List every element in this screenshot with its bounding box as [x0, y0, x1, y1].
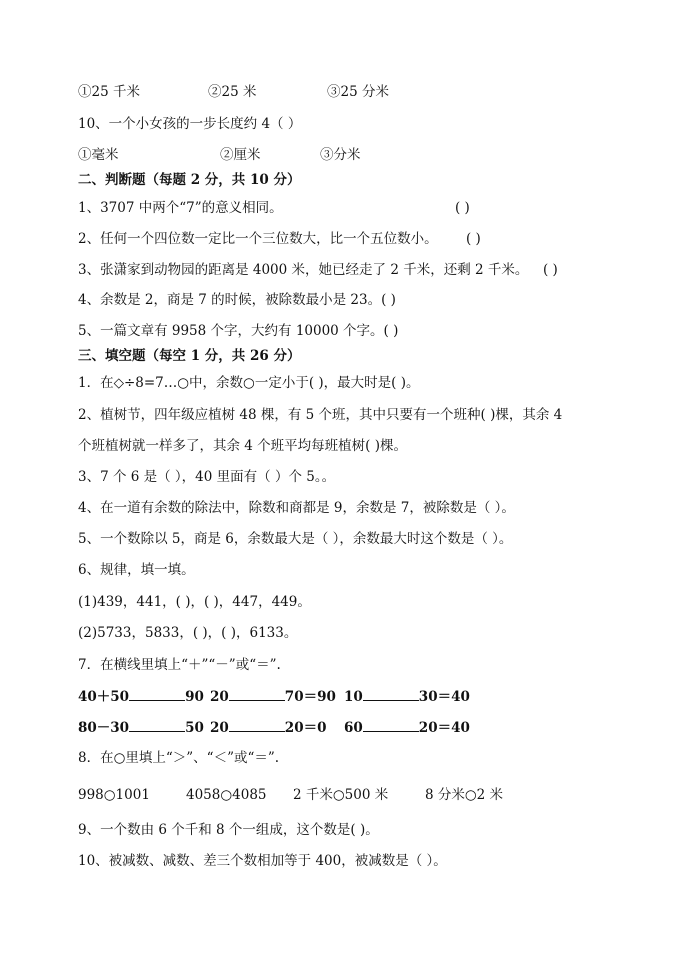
answer-line: [363, 718, 419, 732]
judgement-item-5: 5、一篇文章有 9958 个字，大约有 10000 个字。( ): [78, 323, 399, 339]
fill-question-2-line-1: 2、植树节，四年级应植树 48 棵，有 5 个班，其中只要有一个班种( )棵，其余 4: [78, 407, 563, 423]
option-2: ②厘米: [220, 147, 261, 163]
fill-question-7: 7．在横线里填上“＋”“－”或“＝”.: [78, 657, 281, 673]
question-10: 10、一个小女孩的一步长度约 4（ ）: [78, 116, 302, 132]
fill-question-6-part-1: (1)439，441，( )，( )，447，449。: [78, 594, 311, 610]
judgement-item-2: 2、任何一个四位数一定比一个三位数大，比一个五位数小。: [78, 231, 438, 247]
equation-left: 20: [210, 720, 229, 736]
comparison-item: 4058○4085: [186, 787, 267, 803]
answer-line: [363, 687, 419, 701]
fill-question-8: 8．在○里填上“＞”、“＜”或“＝”.: [78, 750, 280, 766]
answer-paren: ( ): [543, 262, 558, 278]
judgement-item-4: 4、余数是 2，商是 7 的时候，被除数最小是 23。( ): [78, 292, 396, 308]
equation-left: 40＋50: [78, 689, 130, 705]
equation-blank: [210, 687, 336, 706]
fill-question-9: 9、一个数由 6 个千和 8 个一组成，这个数是( )。: [78, 822, 379, 838]
fill-question-5: 5、一个数除以 5，商是 6，余数最大是（ ），余数最大时这个数是（ ）。: [78, 531, 513, 547]
option-1: ①25 千米: [78, 84, 140, 100]
fill-question-6-part-2: (2)5733，5833，( )，( )，6133。: [78, 625, 298, 641]
option-1: ①毫米: [78, 147, 119, 163]
answer-paren: ( ): [466, 231, 481, 247]
equation-left: 80－30: [78, 720, 130, 736]
option-2: ②25 米: [208, 84, 257, 100]
equation-right: 20＝40: [418, 720, 470, 736]
comparison-item: 8 分米○2 米: [425, 787, 504, 803]
equation-blank: [344, 687, 470, 706]
answer-line: [129, 687, 185, 701]
equation-right: 90: [185, 689, 204, 705]
comparison-item: 998○1001: [78, 787, 150, 803]
option-3: ③分米: [320, 147, 361, 163]
equation-right: 50: [185, 720, 204, 736]
answer-line: [129, 718, 185, 732]
answer-paren: ( ): [455, 200, 470, 216]
equation-left: 10: [344, 689, 363, 705]
equation-right: 20＝0: [284, 720, 327, 736]
fill-question-10: 10、被减数、减数、差三个数相加等于 400，被减数是（ ）。: [78, 853, 447, 869]
fill-question-2-line-2: 个班植树就一样多了，其余 4 个班平均每班植树( )棵。: [78, 438, 407, 454]
answer-line: [229, 718, 285, 732]
comparison-item: 2 千米○500 米: [293, 787, 389, 803]
fill-question-4: 4、在一道有余数的除法中，除数和商都是 9，余数是 7，被除数是（ ）。: [78, 500, 515, 516]
equation-right: 70＝90: [284, 689, 336, 705]
equation-right: 30＝40: [418, 689, 470, 705]
equation-left: 20: [210, 689, 229, 705]
fill-question-6: 6、规律，填一填。: [78, 562, 195, 578]
answer-line: [229, 687, 285, 701]
judgement-item-1: 1、3707 中两个“7”的意义相同。: [78, 200, 283, 216]
equation-left: 60: [344, 720, 363, 736]
equation-blank: [210, 718, 326, 737]
fill-question-1: 1．在◇÷8=7…○中，余数○一定小于( )，最大时是( )。: [78, 375, 420, 391]
section-title-fill-blank: 三、填空题（每空 1 分，共 26 分）: [78, 348, 301, 364]
option-3: ③25 分米: [327, 84, 389, 100]
equation-blank: [78, 718, 204, 737]
equation-blank: [344, 718, 470, 737]
fill-question-3: 3、7 个 6 是（ ），40 里面有（ ）个 5。。: [78, 469, 336, 485]
section-title-judgement: 二、判断题（每题 2 分，共 10 分）: [78, 172, 301, 188]
judgement-item-3: 3、张潇家到动物园的距离是 4000 米，她已经走了 2 千米，还剩 2 千米。: [78, 262, 529, 278]
equation-blank: [78, 687, 204, 706]
